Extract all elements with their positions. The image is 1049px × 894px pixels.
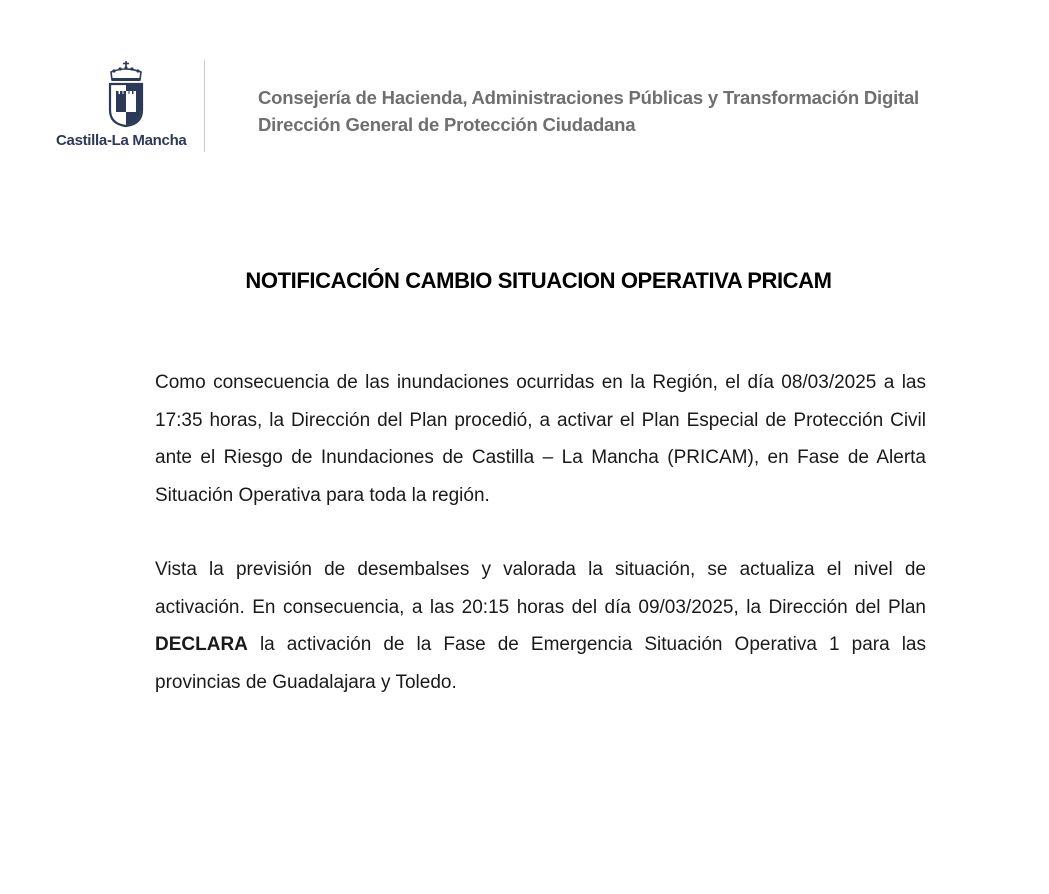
logo-wordmark: Castilla-La Mancha	[56, 132, 187, 149]
document-title: NOTIFICACIÓN CAMBIO SITUACION OPERATIVA PRICAM	[245, 268, 832, 293]
directorate-name: Dirección General de Protección Ciudadana	[258, 114, 636, 135]
coat-of-arms-icon	[106, 60, 146, 130]
castilla-la-mancha-logo	[56, 60, 196, 152]
paragraph-2-text-after: la activación de la Fase de Emergencia Situación Operativa 1 para las provincias de Guadalajara y Toledo.	[155, 634, 926, 693]
paragraph-2-text-before: Vista la previsión de desembalses y valorada la situación, se actualiza el nivel de activación. En consecuencia, a las 20:15 horas del día 09/03/2025, la Dirección del Plan	[155, 559, 926, 618]
declara-emphasis: DECLARA	[155, 634, 248, 655]
ministry-name: Consejería de Hacienda, Administraciones Públicas y Transformación Digital	[258, 87, 920, 108]
organization-block	[258, 84, 919, 138]
document-header	[0, 0, 1049, 160]
paragraph-1: Como consecuencia de las inundaciones ocurridas en la Región, el día 08/03/2025 a las 17:35 horas, la Dirección del Plan procedió, a activar el Plan Especial de Protección Civil ante el Riesgo de Inundaciones de Castilla – La Mancha (PRICAM), en Fase de Alerta Situación Operativa para toda la región.	[155, 372, 926, 506]
header-separator	[204, 60, 205, 152]
paragraph-2	[155, 551, 926, 701]
